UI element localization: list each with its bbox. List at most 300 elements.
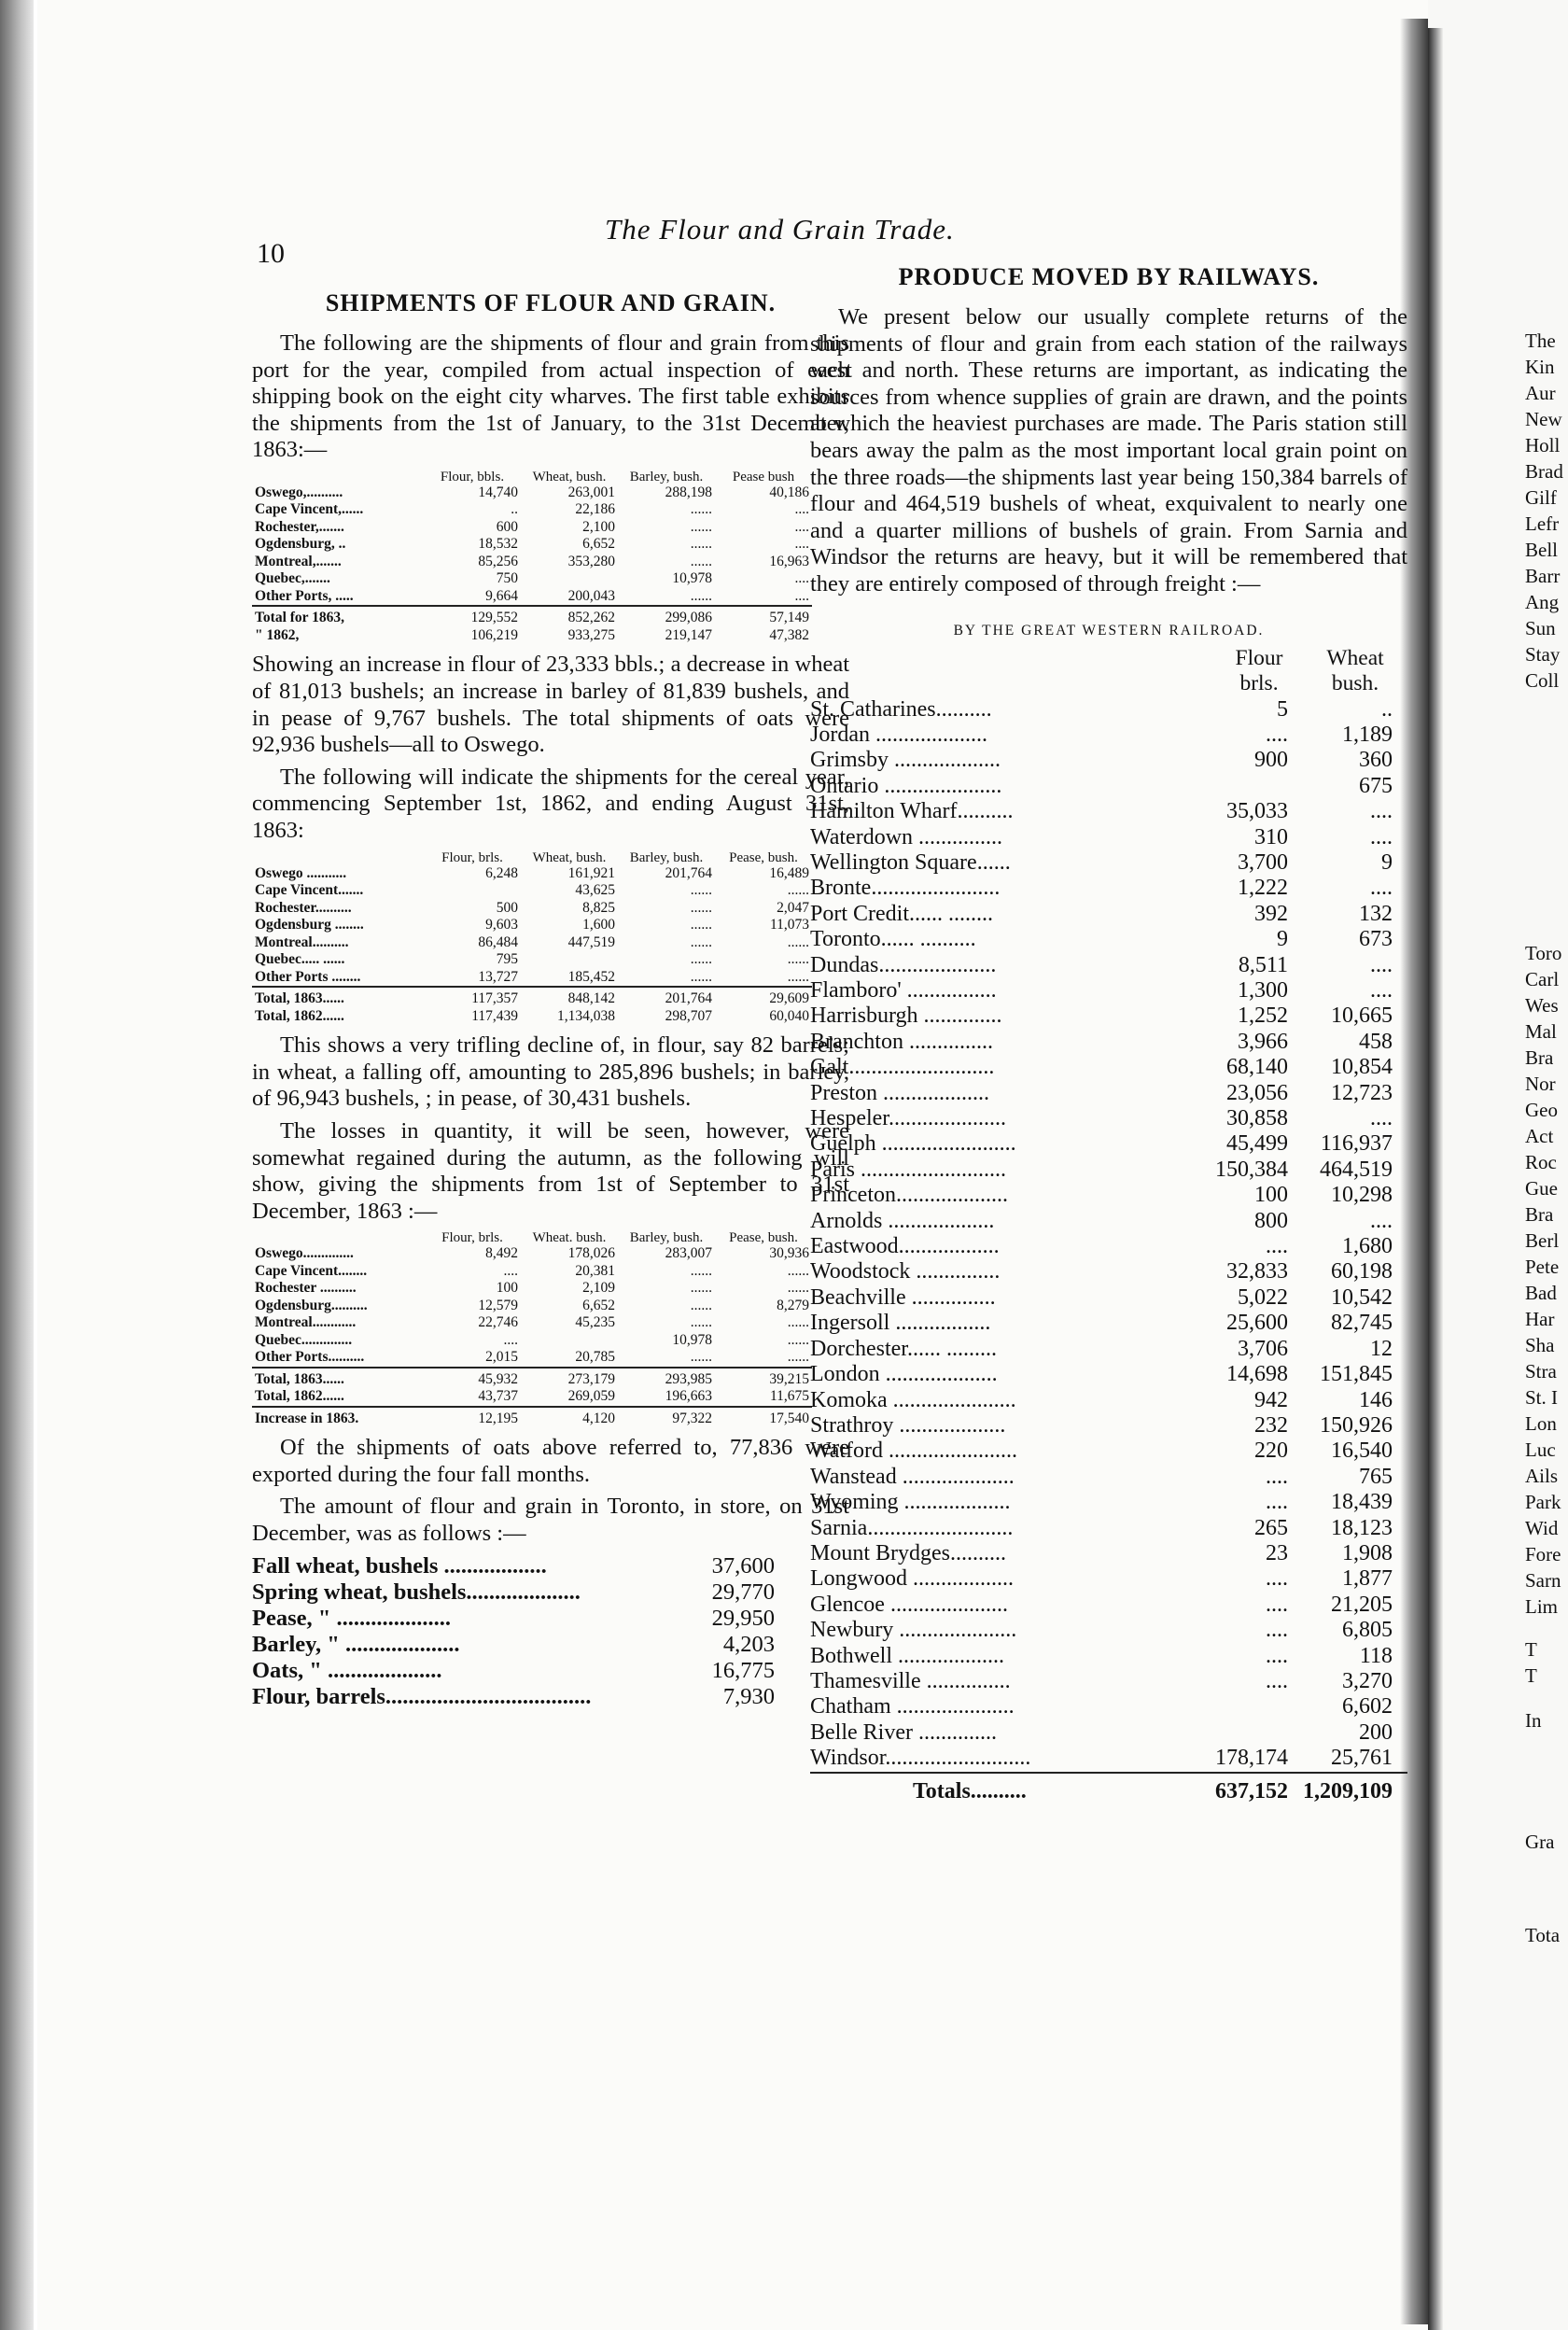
table-header-row bbox=[252, 470, 812, 484]
flour-value: 25,600 bbox=[1226, 1311, 1288, 1336]
station-row bbox=[810, 1311, 1407, 1336]
flour-value: 100 bbox=[1254, 1183, 1288, 1208]
table-header-row bbox=[252, 1230, 812, 1245]
station-row bbox=[810, 1516, 1407, 1541]
facing-page-word: Brad bbox=[1525, 460, 1563, 483]
flour-value: 8,511 bbox=[1238, 952, 1288, 977]
cell-value: 185,452 bbox=[567, 968, 615, 985]
facing-page-word: Mal bbox=[1525, 1020, 1557, 1043]
station-row bbox=[810, 876, 1407, 901]
cell-value: .... bbox=[794, 518, 809, 535]
table-row bbox=[252, 519, 812, 537]
cell-value: 201,764 bbox=[665, 864, 712, 881]
facing-page-word: Gilf bbox=[1525, 486, 1557, 509]
flour-value: .... bbox=[1266, 1592, 1288, 1617]
cell-value: 201,764 bbox=[618, 987, 715, 1008]
store-amount: 7,930 bbox=[722, 1683, 775, 1709]
wheat-value: 10,298 bbox=[1331, 1183, 1393, 1208]
table-row bbox=[252, 588, 812, 607]
station-row bbox=[810, 1158, 1407, 1183]
cell-value: 29,609 bbox=[715, 987, 812, 1008]
cell-value: .... bbox=[794, 501, 809, 518]
facing-page-word: Nor bbox=[1525, 1073, 1556, 1095]
wheat-value: 146 bbox=[1359, 1387, 1393, 1412]
flour-value: 392 bbox=[1254, 901, 1288, 926]
column-header: Wheat, bush. bbox=[532, 849, 607, 865]
station-row bbox=[810, 1131, 1407, 1157]
facing-page-word: Wid bbox=[1525, 1517, 1559, 1539]
cell-value: ...... bbox=[787, 882, 809, 899]
cell-value: 18,532 bbox=[478, 536, 518, 553]
column-header: Pease bush bbox=[732, 469, 795, 484]
station-row bbox=[810, 850, 1407, 876]
facing-page-word: Kin bbox=[1525, 356, 1555, 378]
station-name: Guelph ........................ bbox=[810, 1131, 1016, 1157]
cell-value: ...... bbox=[787, 951, 809, 968]
store-table bbox=[252, 1553, 775, 1710]
flour-value: .... bbox=[1266, 1566, 1288, 1592]
station-row bbox=[810, 774, 1407, 799]
wheat-value: 116,937 bbox=[1320, 1131, 1393, 1157]
totals-label: Totals.......... bbox=[810, 1773, 1215, 1804]
cell-value: 20,785 bbox=[575, 1349, 615, 1366]
flour-value: 900 bbox=[1254, 748, 1288, 773]
cell-value: 106,219 bbox=[470, 626, 518, 643]
cell-value: 14,740 bbox=[478, 484, 518, 500]
facing-page-word: Sarn bbox=[1525, 1569, 1561, 1592]
table-header-row bbox=[810, 645, 1407, 697]
facing-page-word: Berl bbox=[1525, 1229, 1560, 1252]
totals-row bbox=[810, 1773, 1407, 1804]
cell-value: 9,664 bbox=[485, 587, 518, 604]
station-name: Grimsby ................... bbox=[810, 748, 1001, 773]
cell-value: ...... bbox=[690, 882, 712, 899]
wheat-value: 10,542 bbox=[1331, 1284, 1393, 1310]
row-label: Rochester.......... bbox=[255, 899, 352, 916]
station-name: Ingersoll ................. bbox=[810, 1311, 991, 1336]
totals-value: 1,209,109 bbox=[1303, 1773, 1407, 1804]
store-item: Fall wheat, bushels .................. bbox=[252, 1552, 547, 1579]
table-row bbox=[252, 1298, 812, 1315]
facing-page-word: Lon bbox=[1525, 1412, 1557, 1435]
station-row bbox=[810, 1030, 1407, 1055]
flour-value: 942 bbox=[1254, 1387, 1288, 1412]
wheat-value: 675 bbox=[1359, 773, 1393, 798]
left-heading: SHIPMENTS OF FLOUR AND GRAIN. bbox=[325, 289, 777, 316]
cell-value: 40,186 bbox=[769, 484, 809, 500]
column-header: Flour brls. bbox=[1235, 645, 1283, 695]
station-row bbox=[810, 1541, 1407, 1566]
store-amount: 4,203 bbox=[722, 1631, 775, 1657]
shipments-table-cereal-year bbox=[252, 850, 812, 1026]
cell-value bbox=[521, 1332, 618, 1350]
station-name: Port Credit...... ........ bbox=[810, 901, 993, 926]
cell-value: 299,086 bbox=[618, 606, 715, 627]
cell-value: 852,262 bbox=[521, 606, 618, 627]
store-item: Oats, " .................... bbox=[252, 1657, 442, 1683]
facing-page-word: Fore bbox=[1525, 1543, 1561, 1565]
cell-value: 100 bbox=[496, 1280, 518, 1297]
wheat-value: 1,680 bbox=[1342, 1234, 1393, 1259]
wheat-value: 3,270 bbox=[1342, 1668, 1393, 1693]
column-header: Flour, bbls. bbox=[440, 469, 505, 484]
flour-value: 68,140 bbox=[1226, 1055, 1288, 1080]
store-amount: 16,775 bbox=[711, 1657, 775, 1683]
table-row bbox=[252, 969, 812, 988]
flour-value: 3,700 bbox=[1238, 849, 1288, 875]
store-row bbox=[252, 1553, 775, 1579]
station-name: Chatham ..................... bbox=[810, 1694, 1015, 1719]
flour-value: 30,858 bbox=[1226, 1106, 1288, 1131]
facing-page-word: Lefr bbox=[1525, 512, 1560, 535]
facing-page-word: Aur bbox=[1525, 382, 1556, 404]
cell-value: 273,179 bbox=[521, 1368, 618, 1389]
cell-value: 750 bbox=[496, 570, 518, 587]
cell-value: ...... bbox=[690, 501, 712, 518]
cell-value: 2,047 bbox=[777, 899, 809, 916]
station-row bbox=[810, 978, 1407, 1004]
station-row bbox=[810, 1746, 1407, 1772]
total-row bbox=[252, 1388, 812, 1407]
flour-value: 35,033 bbox=[1226, 799, 1288, 824]
table-row bbox=[252, 1263, 812, 1281]
flour-value: .... bbox=[1266, 1643, 1288, 1668]
row-label: Cape Vincent........ bbox=[255, 1262, 368, 1279]
station-name: Eastwood.................. bbox=[810, 1234, 1000, 1259]
station-row bbox=[810, 1566, 1407, 1592]
station-name: Longwood .................. bbox=[810, 1566, 1014, 1592]
station-row bbox=[810, 723, 1407, 748]
station-name: Jordan .................... bbox=[810, 722, 987, 747]
cell-value: ...... bbox=[690, 1314, 712, 1331]
paragraph-increase: Showing an increase in flour of 23,333 bbls.; a decrease in wheat of 81,013 bushels; an increase in barley of 81,839 bushels, and in pease of 9,767 bushels. The total shipments of oats were 92,936 bushels—all to Oswego. bbox=[252, 652, 849, 758]
store-row bbox=[252, 1579, 775, 1606]
station-name: Sarnia.......................... bbox=[810, 1515, 1014, 1540]
store-row bbox=[252, 1606, 775, 1632]
cell-value: 288,198 bbox=[665, 484, 712, 500]
station-row bbox=[810, 825, 1407, 850]
cell-value: 848,142 bbox=[521, 987, 618, 1008]
store-amount: 29,770 bbox=[711, 1579, 775, 1605]
station-name: London .................... bbox=[810, 1362, 998, 1387]
station-name: Bothwell ................... bbox=[810, 1643, 1004, 1668]
wheat-value: .... bbox=[1370, 824, 1393, 849]
table-row bbox=[252, 501, 812, 519]
cell-value: ...... bbox=[690, 1297, 712, 1313]
right-column bbox=[810, 254, 1407, 1804]
station-name: Hespeler..................... bbox=[810, 1106, 1006, 1131]
wheat-value: 10,665 bbox=[1331, 1004, 1393, 1029]
wheat-value: 82,745 bbox=[1331, 1311, 1393, 1336]
cell-value: ...... bbox=[787, 1349, 809, 1366]
railway-intro-paragraph: We present below our usually complete returns of the shipments of flour and grain from each station of the railways west and north. These returns are important, as indicating the sources from whence supplies of grain are drawn, and the points at which the heaviest purchases are made. The Paris station still bears away the palm as the most important local grain point on the three roads—the shipments last year being 150,384 barrels of flour and 464,519 bushels of wheat, exquivalent to nearly one and a quarter millions of bushels of grain. From Sarnia and Windsor the returns are heavy, but it will be remembered that they are entirely composed of through freight :— bbox=[810, 304, 1407, 597]
flour-value: 220 bbox=[1254, 1439, 1288, 1464]
cell-value: 10,978 bbox=[672, 1331, 712, 1348]
cell-value: 22,746 bbox=[478, 1314, 518, 1331]
cell-value: 97,322 bbox=[618, 1407, 715, 1428]
flour-value: 1,300 bbox=[1238, 978, 1288, 1003]
cell-value: .... bbox=[794, 570, 809, 587]
station-row bbox=[810, 1694, 1407, 1719]
great-western-title: BY THE GREAT WESTERN RAILROAD. bbox=[953, 622, 1265, 639]
station-name: Beachville ............... bbox=[810, 1284, 996, 1310]
column-header: Barley, bush. bbox=[629, 1230, 704, 1246]
facing-page-word: Stay bbox=[1525, 643, 1561, 666]
cell-value: 219,147 bbox=[665, 626, 712, 643]
paragraph-store: The amount of flour and grain in Toronto, in store, on 31st December, was as follows :— bbox=[252, 1494, 849, 1547]
cell-value: 178,026 bbox=[567, 1245, 615, 1262]
column-header bbox=[810, 645, 1215, 697]
facing-page-word: Park bbox=[1525, 1491, 1561, 1513]
flour-value: .... bbox=[1266, 1668, 1288, 1693]
row-label: Oswego.............. bbox=[255, 1245, 354, 1262]
wheat-value: .... bbox=[1370, 1106, 1393, 1131]
station-row bbox=[810, 1720, 1407, 1746]
cell-value: 43,625 bbox=[575, 882, 615, 899]
facing-page-word: T bbox=[1525, 1664, 1537, 1687]
wheat-value: .... bbox=[1370, 1208, 1393, 1233]
wheat-value: 1,189 bbox=[1342, 722, 1393, 747]
flour-value: 800 bbox=[1254, 1208, 1288, 1233]
total-row bbox=[252, 1368, 812, 1389]
wheat-value: .... bbox=[1370, 876, 1393, 901]
station-name: Dorchester...... ......... bbox=[810, 1336, 997, 1361]
cell-value bbox=[521, 951, 618, 969]
cell-value: 117,357 bbox=[424, 987, 521, 1008]
station-row bbox=[810, 1183, 1407, 1208]
station-name: Dundas..................... bbox=[810, 952, 997, 977]
cell-value: 60,040 bbox=[769, 1007, 809, 1024]
station-name: Newbury ..................... bbox=[810, 1618, 1017, 1643]
wheat-value: 151,845 bbox=[1320, 1362, 1393, 1387]
great-western-table bbox=[810, 645, 1407, 1804]
table-row bbox=[252, 570, 812, 588]
table-row bbox=[252, 882, 812, 900]
totals-value: 637,152 bbox=[1215, 1773, 1303, 1804]
cell-value: 11,073 bbox=[769, 917, 809, 933]
cell-value: 196,663 bbox=[665, 1388, 712, 1405]
station-row bbox=[810, 1388, 1407, 1413]
cell-value: ...... bbox=[690, 536, 712, 553]
cell-value: 1,134,038 bbox=[557, 1007, 615, 1024]
cell-value: 269,059 bbox=[567, 1388, 615, 1405]
station-name: Strathroy ................... bbox=[810, 1412, 1006, 1438]
row-label: Rochester,....... bbox=[255, 518, 344, 535]
row-label: Quebec.............. bbox=[255, 1331, 353, 1348]
cell-value: 8,279 bbox=[777, 1297, 809, 1313]
cell-value: ...... bbox=[690, 587, 712, 604]
station-name: Ontario ..................... bbox=[810, 773, 1002, 798]
total-row bbox=[252, 627, 812, 645]
station-row bbox=[810, 1618, 1407, 1643]
station-name: Windsor.......................... bbox=[810, 1746, 1031, 1771]
facing-page-word: Toro bbox=[1525, 942, 1562, 964]
wheat-value: 10,854 bbox=[1331, 1055, 1393, 1080]
cell-value: 161,921 bbox=[567, 864, 615, 881]
row-label: Total for 1863, bbox=[252, 606, 424, 627]
column-header bbox=[252, 1230, 424, 1245]
table-row bbox=[252, 917, 812, 934]
station-name: Waterdown ............... bbox=[810, 824, 1003, 849]
row-label: Other Ports.......... bbox=[255, 1349, 365, 1366]
cell-value: 8,492 bbox=[485, 1245, 518, 1262]
station-row bbox=[810, 799, 1407, 824]
cell-value: ...... bbox=[690, 951, 712, 968]
store-row bbox=[252, 1658, 775, 1684]
table-row bbox=[252, 1245, 812, 1263]
cell-value: 16,963 bbox=[769, 553, 809, 569]
station-name: Toronto...... .......... bbox=[810, 927, 976, 952]
station-name: Preston ................... bbox=[810, 1080, 989, 1105]
facing-page-word: Act bbox=[1525, 1125, 1554, 1147]
cell-value: 933,275 bbox=[567, 626, 615, 643]
cell-value: ...... bbox=[787, 933, 809, 950]
cell-value: .... bbox=[794, 536, 809, 553]
left-column bbox=[252, 280, 849, 1710]
wheat-value: 1,877 bbox=[1342, 1566, 1393, 1592]
station-name: Branchton ............... bbox=[810, 1029, 993, 1054]
wheat-value: 18,439 bbox=[1331, 1490, 1393, 1515]
row-label: Other Ports, ..... bbox=[255, 587, 354, 604]
cell-value: 283,007 bbox=[665, 1245, 712, 1262]
cell-value: ...... bbox=[787, 1262, 809, 1279]
cell-value: 9,603 bbox=[485, 917, 518, 933]
row-label: Total, 1863...... bbox=[252, 987, 424, 1008]
cell-value: 10,978 bbox=[672, 570, 712, 587]
cell-value: 57,149 bbox=[715, 606, 812, 627]
station-name: Paris .......................... bbox=[810, 1157, 1006, 1182]
cell-value: 86,484 bbox=[478, 933, 518, 950]
flour-value: 1,252 bbox=[1238, 1004, 1288, 1029]
cell-value: 1,600 bbox=[582, 917, 615, 933]
wheat-value: 200 bbox=[1359, 1719, 1393, 1745]
cell-value: .. bbox=[511, 501, 518, 518]
row-label: Total, 1862...... bbox=[255, 1007, 344, 1024]
flour-value: 3,706 bbox=[1238, 1336, 1288, 1361]
shipments-table-autumn bbox=[252, 1230, 812, 1427]
flour-value: 265 bbox=[1254, 1515, 1288, 1540]
cell-value: ...... bbox=[690, 518, 712, 535]
flour-value bbox=[1215, 1720, 1303, 1746]
row-label: Quebec..... ...... bbox=[255, 951, 345, 968]
row-label: Oswego,.......... bbox=[255, 484, 343, 500]
wheat-value: 464,519 bbox=[1320, 1157, 1393, 1182]
table-row bbox=[252, 1349, 812, 1368]
flour-value: 9 bbox=[1277, 927, 1288, 952]
cell-value: 2,100 bbox=[582, 518, 615, 535]
station-name: Watford ....................... bbox=[810, 1439, 1018, 1464]
wheat-value: 6,602 bbox=[1342, 1694, 1393, 1719]
flour-value: 232 bbox=[1254, 1412, 1288, 1438]
increase-row bbox=[252, 1407, 812, 1428]
facing-page-word: Bad bbox=[1525, 1282, 1557, 1304]
wheat-value: 150,926 bbox=[1320, 1412, 1393, 1438]
station-row bbox=[810, 697, 1407, 723]
table-row bbox=[252, 1314, 812, 1332]
station-row bbox=[810, 1234, 1407, 1259]
station-name: Glencoe ..................... bbox=[810, 1592, 1008, 1617]
facing-page-word: The bbox=[1525, 330, 1556, 352]
flour-value: 178,174 bbox=[1215, 1746, 1288, 1771]
table-row bbox=[252, 951, 812, 969]
store-row bbox=[252, 1684, 775, 1710]
row-label: Other Ports ........ bbox=[255, 968, 361, 985]
cell-value: .... bbox=[503, 1331, 518, 1348]
row-label: Cape Vincent,...... bbox=[255, 501, 364, 518]
cell-value: 11,675 bbox=[769, 1388, 809, 1405]
cell-value: 22,186 bbox=[575, 501, 615, 518]
store-row bbox=[252, 1632, 775, 1658]
station-name: Hamilton Wharf.......... bbox=[810, 799, 1014, 824]
table-row bbox=[252, 536, 812, 554]
wheat-value: 9 bbox=[1381, 849, 1393, 875]
facing-page-word: Stra bbox=[1525, 1360, 1557, 1383]
table-row bbox=[252, 865, 812, 883]
wheat-value: 16,540 bbox=[1331, 1439, 1393, 1464]
facing-page-word: T bbox=[1525, 1638, 1537, 1661]
facing-page-word: Barr bbox=[1525, 565, 1561, 587]
table-row bbox=[252, 484, 812, 502]
station-name: Mount Brydges.......... bbox=[810, 1540, 1006, 1565]
cell-value: 6,248 bbox=[485, 864, 518, 881]
cell-value: 16,489 bbox=[769, 864, 809, 881]
facing-page-word: Har bbox=[1525, 1308, 1555, 1330]
station-row bbox=[810, 1593, 1407, 1618]
flour-value: 45,499 bbox=[1226, 1131, 1288, 1157]
facing-page-word: Gue bbox=[1525, 1177, 1558, 1200]
row-label: Quebec,....... bbox=[255, 570, 330, 587]
total-row bbox=[252, 1008, 812, 1026]
store-item: Flour, barrels.................................... bbox=[252, 1683, 592, 1709]
column-header: Wheat, bush. bbox=[532, 469, 607, 484]
cell-value: 4,120 bbox=[521, 1407, 618, 1428]
row-label: " 1862, bbox=[255, 626, 300, 643]
row-label: Ogdensburg.......... bbox=[255, 1297, 368, 1313]
cell-value: ...... bbox=[690, 1262, 712, 1279]
flour-value: 5,022 bbox=[1238, 1284, 1288, 1310]
station-row bbox=[810, 1669, 1407, 1694]
cell-value: 353,280 bbox=[567, 553, 615, 569]
flour-value: 1,222 bbox=[1238, 876, 1288, 901]
page-number: 10 bbox=[257, 238, 285, 269]
table-row bbox=[252, 934, 812, 952]
row-label: Montreal.......... bbox=[255, 933, 349, 950]
station-name: Galt.......................... bbox=[810, 1055, 995, 1080]
cell-value: 200,043 bbox=[567, 587, 615, 604]
station-name: Wanstead .................... bbox=[810, 1464, 1015, 1489]
cell-value: 293,985 bbox=[618, 1368, 715, 1389]
table-row bbox=[252, 1280, 812, 1298]
running-head: The Flour and Grain Trade. bbox=[605, 213, 955, 246]
wheat-value: 18,123 bbox=[1331, 1515, 1393, 1540]
row-label: Montreal,....... bbox=[255, 553, 342, 569]
cell-value: 17,540 bbox=[715, 1407, 812, 1428]
station-row bbox=[810, 1465, 1407, 1490]
flour-value bbox=[1215, 1694, 1303, 1719]
cell-value bbox=[521, 570, 618, 588]
cell-value: 129,552 bbox=[424, 606, 521, 627]
station-row bbox=[810, 1004, 1407, 1029]
station-row bbox=[810, 1081, 1407, 1106]
station-name: Komoka ...................... bbox=[810, 1387, 1016, 1412]
facing-page-word: St. I bbox=[1525, 1386, 1559, 1409]
facing-page-word: Carl bbox=[1525, 968, 1560, 990]
facing-page-word: Roc bbox=[1525, 1151, 1557, 1173]
station-row bbox=[810, 1106, 1407, 1131]
facing-page-word: Bra bbox=[1525, 1046, 1554, 1069]
store-amount: 37,600 bbox=[711, 1552, 775, 1579]
row-label: Ogdensburg ........ bbox=[255, 917, 364, 933]
